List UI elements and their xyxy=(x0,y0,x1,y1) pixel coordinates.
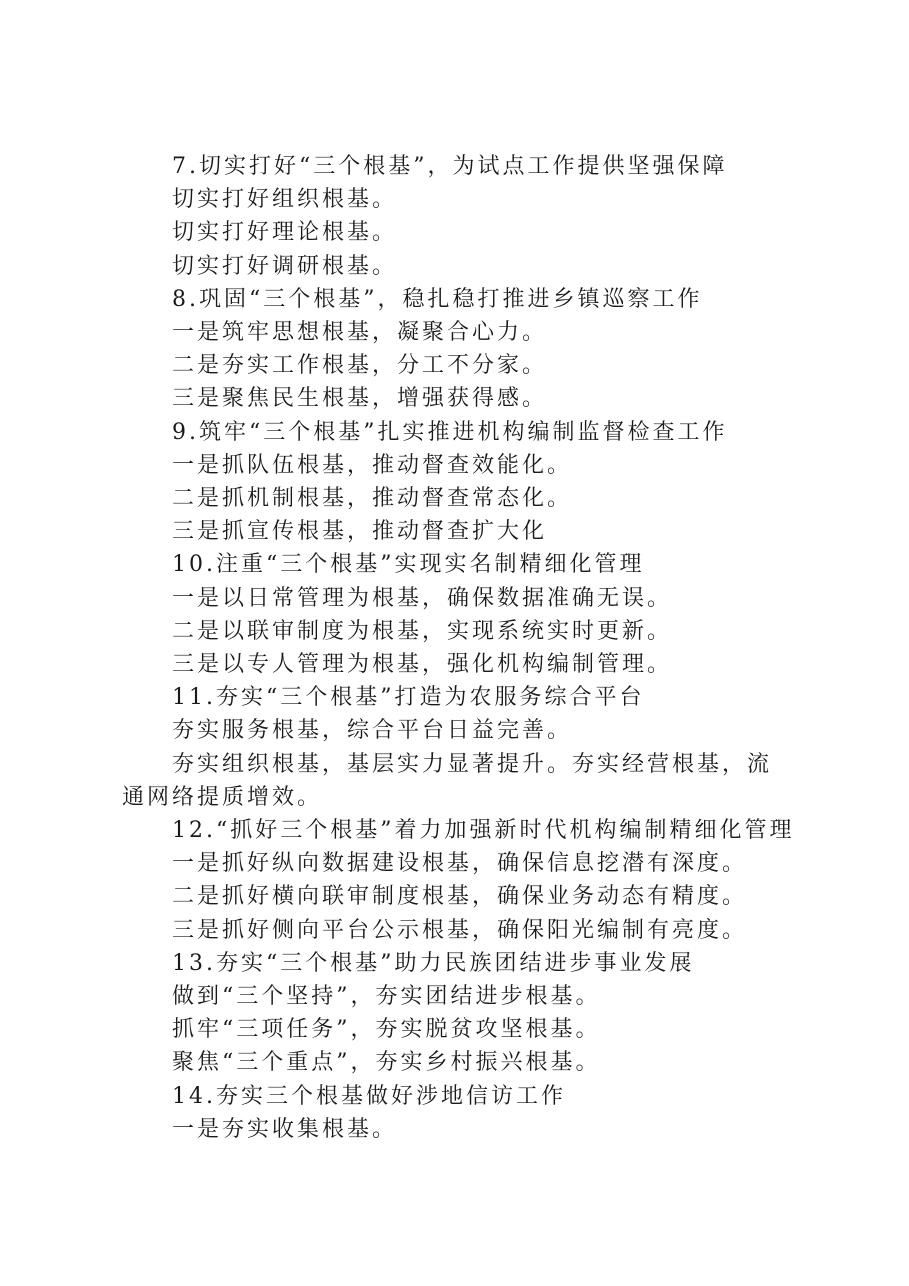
document-body xyxy=(122,150,802,1146)
heading-10: 10.注重“三个根基”实现实名制精细化管理 xyxy=(172,552,645,578)
paragraph-line: 三是聚焦民生根基，增强获得感。 xyxy=(172,386,548,412)
paragraph-line: 一是以日常管理为根基，确保数据准确无误。 xyxy=(172,585,673,611)
paragraph-line: 一是抓队伍根基，推动督查效能化。 xyxy=(172,452,573,478)
paragraph-line: 切实打好理论根基。 xyxy=(172,220,398,246)
heading-9: 9.筑牢“三个根基”扎实推进机构编制监督检查工作 xyxy=(172,419,728,445)
paragraph-line: 一是抓好纵向数据建设根基，确保信息挖潜有深度。 xyxy=(172,851,748,877)
paragraph-line: 三是抓宣传根基，推动督查扩大化 xyxy=(172,519,548,545)
paragraph-line: 做到“三个坚持”，夯实团结进步根基。 xyxy=(172,984,601,1010)
paragraph-line: 切实打好调研根基。 xyxy=(172,253,398,279)
paragraph-line: 二是夯实工作根基，分工不分家。 xyxy=(172,353,548,379)
paragraph-line: 夯实服务根基，综合平台日益完善。 xyxy=(172,718,573,744)
heading-14: 14.夯实三个根基做好涉地信访工作 xyxy=(172,1083,566,1109)
heading-7: 7.切实打好“三个根基”，为试点工作提供坚强保障 xyxy=(172,154,728,179)
paragraph-line: 切实打好组织根基。 xyxy=(172,187,398,213)
paragraph-line: 抓牢“三项任务”，夯实脱贫攻坚根基。 xyxy=(172,1017,601,1043)
paragraph-line: 二是抓机制根基，推动督查常态化。 xyxy=(172,486,573,512)
paragraph-line: 三是抓好侧向平台公示根基，确保阳光编制有亮度。 xyxy=(172,917,748,943)
paragraph-line: 二是抓好横向联审制度根基，确保业务动态有精度。 xyxy=(172,884,748,910)
heading-12: 12.“抓好三个根基”着力加强新时代机构编制精细化管理 xyxy=(172,818,795,844)
paragraph-line: 一是筑牢思想根基，凝聚合心力。 xyxy=(172,320,548,346)
paragraph-line: 二是以联审制度为根基，实现系统实时更新。 xyxy=(172,618,673,644)
paragraph-wrapped: 夯实组织根基，基层实力显著提升。夯实经营根基，流通网络提质增效。 xyxy=(122,751,773,810)
heading-8: 8.巩固“三个根基”，稳扎稳打推进乡镇巡察工作 xyxy=(172,286,703,312)
paragraph-line: 三是以专人管理为根基，强化机构编制管理。 xyxy=(172,652,673,678)
heading-11: 11.夯实“三个根基”打造为农服务综合平台 xyxy=(172,685,645,711)
paragraph-line: 聚焦“三个重点”，夯实乡村振兴根基。 xyxy=(172,1050,601,1076)
paragraph-line: 一是夯实收集根基。 xyxy=(172,1116,398,1142)
heading-13: 13.夯实“三个根基”助力民族团结进步事业发展 xyxy=(172,950,695,976)
